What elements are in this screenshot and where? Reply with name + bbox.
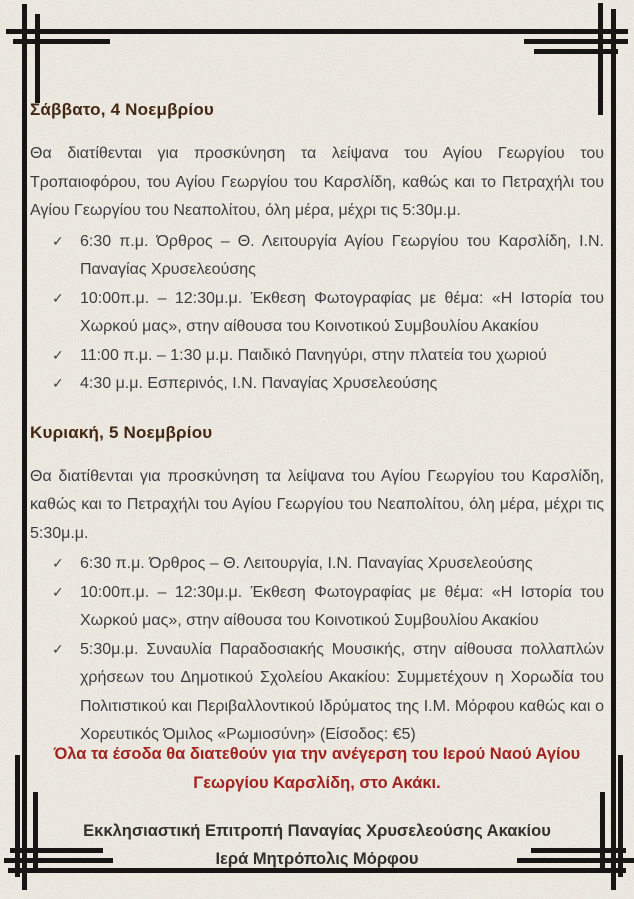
frame-left-border xyxy=(22,4,27,890)
sunday-intro-paragraph: Θα διατίθενται για προσκύνηση τα λείψανα του Αγίου Γεωργίου του Καρσλίδη, καθώς και το Πετραχήλι του Αγίου Γεωργίου του Νεαπολίτου, όλη μέρα, μέχρι τις 5:30μ.μ. xyxy=(30,467,604,542)
list-item xyxy=(30,342,604,371)
list-item xyxy=(30,228,604,285)
sunday-event-list xyxy=(30,550,604,750)
list-item xyxy=(30,370,604,399)
event-text: 11:00 π.μ. – 1:30 μ.μ. Παιδικό Πανηγύρι, στην πλατεία του χωριού xyxy=(80,346,547,364)
diocese-line: Ιερά Μητρόπολις Μόρφου xyxy=(215,850,419,868)
frame-bottom-left-cross-v1 xyxy=(15,755,20,877)
footer xyxy=(30,817,604,873)
event-text: 6:30 π.μ. Όρθρος – Θ. Λειτουργία Αγίου Γεωργίου του Καρσλίδη, Ι.Ν. Παναγίας Χρυσελεούσης xyxy=(80,232,604,278)
checkmark-icon: ✓ xyxy=(52,584,64,601)
checkmark-icon: ✓ xyxy=(52,233,64,250)
list-item xyxy=(30,550,604,579)
event-text: 10:00π.μ. – 12:30μ.μ. Έκθεση Φωτογραφίας με θέμα: «Η Ιστορία του Χωρκού μας», στην αίθουσα του Κοινοτικού Συμβουλίου Ακακίου xyxy=(80,583,604,629)
list-item xyxy=(30,579,604,636)
section-saturday xyxy=(30,100,604,399)
checkmark-icon: ✓ xyxy=(52,290,64,307)
checkmark-icon: ✓ xyxy=(52,347,64,364)
committee-line: Εκκλησιαστική Επιτροπή Παναγίας Χρυσελεούσης Ακακίου xyxy=(83,822,551,840)
saturday-intro-paragraph: Θα διατίθενται για προσκύνηση τα λείψανα του Αγίου Γεωργίου του Τροπαιοφόρου, του Αγίου Γεωργίου του Καρσλίδη, καθώς και το Πετραχήλι του Αγίου Γεωργίου του Νεαπολίτου, όλη μέρα, μέχρι τις 5:30μ.μ. xyxy=(30,145,604,219)
fundraising-notice: Όλα τα έσοδα θα διατεθούν για την ανέγερση του Ιερού Ναού Αγίου Γεωργίου Καρσλίδη, στο Ακάκι. xyxy=(53,745,581,792)
event-text: 10:00π.μ. – 12:30μ.μ. Έκθεση Φωτογραφίας με θέμα: «Η Ιστορία του Χωρκού μας», στην αίθουσα του Κοινοτικού Συμβουλίου Ακακίου xyxy=(80,289,604,335)
saturday-heading: Σάββατο, 4 Νοεμβρίου xyxy=(30,100,215,119)
frame-right-border xyxy=(611,9,616,890)
checkmark-icon: ✓ xyxy=(52,641,64,658)
sunday-heading: Κυριακή, 5 Νοεμβρίου xyxy=(30,422,213,442)
flyer-content xyxy=(30,0,604,750)
checkmark-icon: ✓ xyxy=(52,556,64,572)
list-item xyxy=(30,285,604,342)
event-text: 5:30μ.μ. Συναυλία Παραδοσιακής Μουσικής, στην αίθουσα πολλαπλών χρήσεων του Δημοτικού Σχολείου Ακακίου: Συμμετέχουν η Χορωδία του Πολιτιστικού και Περιβαλλοντικού Ιδρύματος της Ι.Μ. Μόρφου καθώς και ο Χορευτικός Όμιλος «Ρωμιοσύνη» (Είσοδος: €5) xyxy=(80,640,604,743)
section-sunday xyxy=(30,423,604,750)
frame-bottom-right-cross-v1 xyxy=(618,755,623,877)
list-item xyxy=(30,636,604,750)
event-text: 4:30 μ.μ. Εσπερινός, Ι.Ν. Παναγίας Χρυσελεούσης xyxy=(80,375,438,392)
checkmark-icon: ✓ xyxy=(52,376,64,392)
event-text: 6:30 π.μ. Όρθρος – Θ. Λειτουργία, Ι.Ν. Παναγίας Χρυσελεούσης xyxy=(80,555,533,572)
saturday-event-list xyxy=(30,228,604,399)
